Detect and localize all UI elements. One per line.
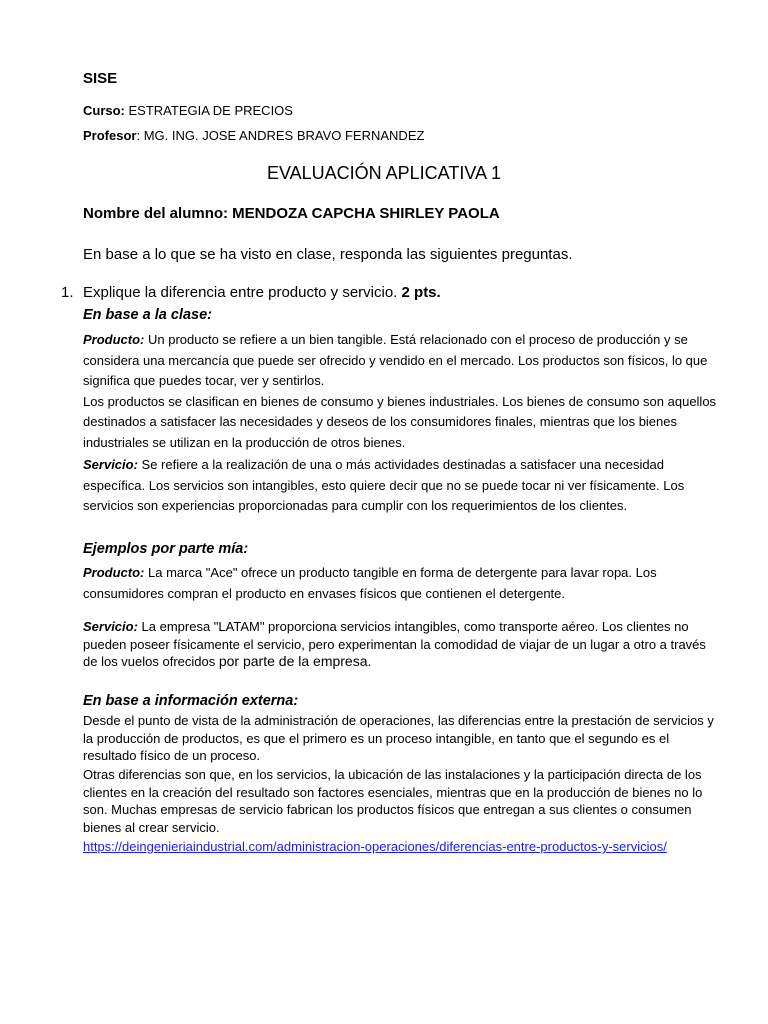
course-line bbox=[83, 103, 293, 118]
question-points: 2 pts. bbox=[401, 284, 441, 301]
source-link-container bbox=[83, 838, 723, 856]
class-product-paragraph bbox=[83, 330, 723, 453]
course-label: Curso: bbox=[83, 103, 125, 118]
section-heading-external: En base a información externa: bbox=[83, 693, 299, 709]
example-product-paragraph bbox=[83, 563, 723, 604]
product-classification: Los productos se clasifican en bienes de consumo y bienes industriales. Los bienes de consumo son aquellos destinados a satisfacer las necesidades y deseos de los consumidores finales, mientras que los bienes industriales se utilizan en la producción de otros bienes. bbox=[83, 393, 717, 450]
professor-value: : MG. ING. JOSE ANDRES BRAVO FERNANDEZ bbox=[136, 128, 425, 143]
product-term: Producto: bbox=[83, 332, 145, 347]
source-link[interactable]: https://deingenieriaindustrial.com/administracion-operaciones/diferencias-entre-productos-y-servicios/ bbox=[83, 839, 667, 854]
section-heading-class: En base a la clase: bbox=[83, 307, 212, 323]
student-name: Nombre del alumno: MENDOZA CAPCHA SHIRLEY PAOLA bbox=[83, 205, 500, 222]
professor-label: Profesor bbox=[83, 128, 137, 143]
service-term: Servicio: bbox=[83, 457, 138, 472]
example-product-text: La marca "Ace" ofrece un producto tangible en forma de detergente para lavar ropa. Los consumidores compran el producto en envases físicos que contienen el detergente. bbox=[83, 565, 657, 601]
example-service-term: Servicio: bbox=[83, 619, 138, 634]
question-text bbox=[83, 284, 441, 301]
professor-line bbox=[83, 128, 424, 143]
question-prompt: Explique la diferencia entre producto y servicio. bbox=[83, 284, 402, 301]
document-title: EVALUACIÓN APLICATIVA 1 bbox=[266, 163, 502, 183]
example-product-term: Producto: bbox=[83, 565, 145, 580]
intro-text: En base a lo que se ha visto en clase, responda las siguientes preguntas. bbox=[83, 246, 573, 263]
external-paragraph-1: Desde el punto de vista de la administración de operaciones, las diferencias entre la prestación de servicios y la producción de productos, es que el primero es un proceso intangible, en tanto que el segundo es el resultado físico de un proceso. bbox=[83, 713, 714, 763]
question-number: 1. bbox=[61, 284, 74, 301]
institution-name: SISE bbox=[83, 70, 118, 87]
example-service-text: La empresa "LATAM" proporciona servicios intangibles, como transporte aéreo. Los clientes no pueden poseer físicamente el servicio, pero experimentan la comodidad de viajar de un lugar a otro a través de los vuelos ofrecidos bbox=[83, 619, 706, 669]
external-paragraph-2: Otras diferencias son que, en los servicios, la ubicación de las instalaciones y la participación directa de los clientes en la creación del resultado son factores esenciales, mientras que en la producción de bienes no lo son. Muchas empresas de servicio fabrican los productos físicos que entregan a sus clientes o consumen bienes al crear servicio. bbox=[83, 767, 703, 835]
product-definition: Un producto se refiere a un bien tangible. Está relacionado con el proceso de producción y se considera una mercancía que puede ser ofrecido y vendido en el mercado. Los productos son físicos, lo que significa que puedes tocar, ver y sentirlos. bbox=[83, 332, 708, 388]
example-service-paragraph bbox=[83, 618, 723, 671]
section-heading-examples: Ejemplos por parte mía: bbox=[83, 541, 249, 557]
class-service-paragraph bbox=[83, 455, 723, 517]
service-definition: Se refiere a la realización de una o más actividades destinadas a satisfacer una necesidad específica. Los servicios son intangibles, esto quiere decir que no se puede tocar ni ver físicamente. Los servicios son experiencias proporcionadas para cumplir con los requerimientos de los clientes. bbox=[83, 457, 685, 513]
course-value: ESTRATEGIA DE PRECIOS bbox=[124, 103, 293, 118]
example-service-text-end: por parte de la empresa. bbox=[218, 653, 372, 669]
